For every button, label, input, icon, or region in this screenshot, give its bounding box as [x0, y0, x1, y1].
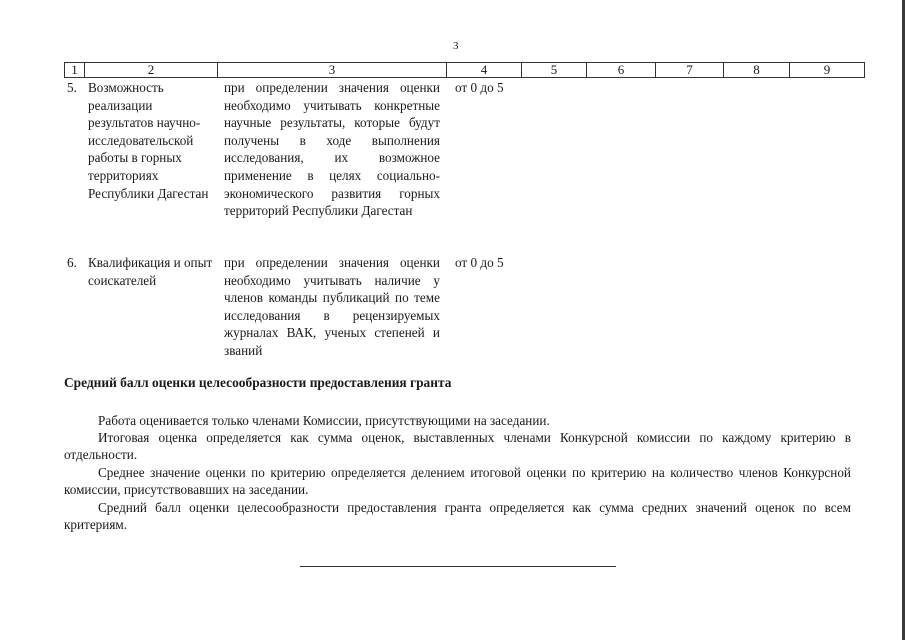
page-number: 3 — [453, 40, 459, 52]
column-number: 6 — [587, 63, 656, 78]
criterion-score-range: от 0 до 5 — [455, 80, 504, 95]
column-number: 8 — [724, 63, 790, 78]
criterion-score-range: от 0 до 5 — [455, 255, 504, 270]
criterion-name: Возможность реализации результатов научно-исследовательской работы в горных территориях Республики Дагестан — [88, 80, 209, 201]
column-number: 5 — [522, 63, 587, 78]
criterion-description: при определении значения оценки необходимо учитывать наличие у членов команды публикаций по теме исследования в рецензируемых журналах ВАК, ученых степеней и званий — [224, 255, 440, 358]
paragraph: Итоговая оценка определяется как сумма оценок, выставленных членами Конкурсной комиссии по каждому критерию в отдельности. — [64, 430, 851, 462]
column-number: 3 — [218, 63, 447, 78]
closing-line — [300, 566, 616, 567]
column-number: 4 — [447, 63, 522, 78]
column-number-header — [64, 62, 865, 78]
column-number: 9 — [790, 63, 865, 78]
paragraph: Средний балл оценки целесообразности предоставления гранта определяется как сумма средних значений оценок по всем критериям. — [64, 500, 851, 532]
criterion-description: при определении значения оценки необходимо учитывать конкретные научные результаты, которые будут получены в ходе выполнения исследования, их возможное применение в целях социально-экономического развития горных территорий Республики Дагестан — [224, 80, 440, 219]
paragraph: Среднее значение оценки по критерию определяется делением итоговой оценки по критерию на количество членов Конкурсной комиссии, присутствовавших на заседании. — [64, 465, 851, 497]
paragraph: Работа оценивается только членами Комиссии, присутствующими на заседании. — [98, 413, 550, 428]
column-number: 2 — [85, 63, 218, 78]
summary-heading: Средний балл оценки целесообразности предоставления гранта — [64, 375, 452, 390]
column-number: 1 — [65, 63, 85, 78]
criterion-number: 6. — [67, 255, 77, 270]
criterion-name: Квалификация и опыт соискателей — [88, 255, 213, 288]
criterion-number: 5. — [67, 80, 77, 95]
column-number: 7 — [656, 63, 724, 78]
